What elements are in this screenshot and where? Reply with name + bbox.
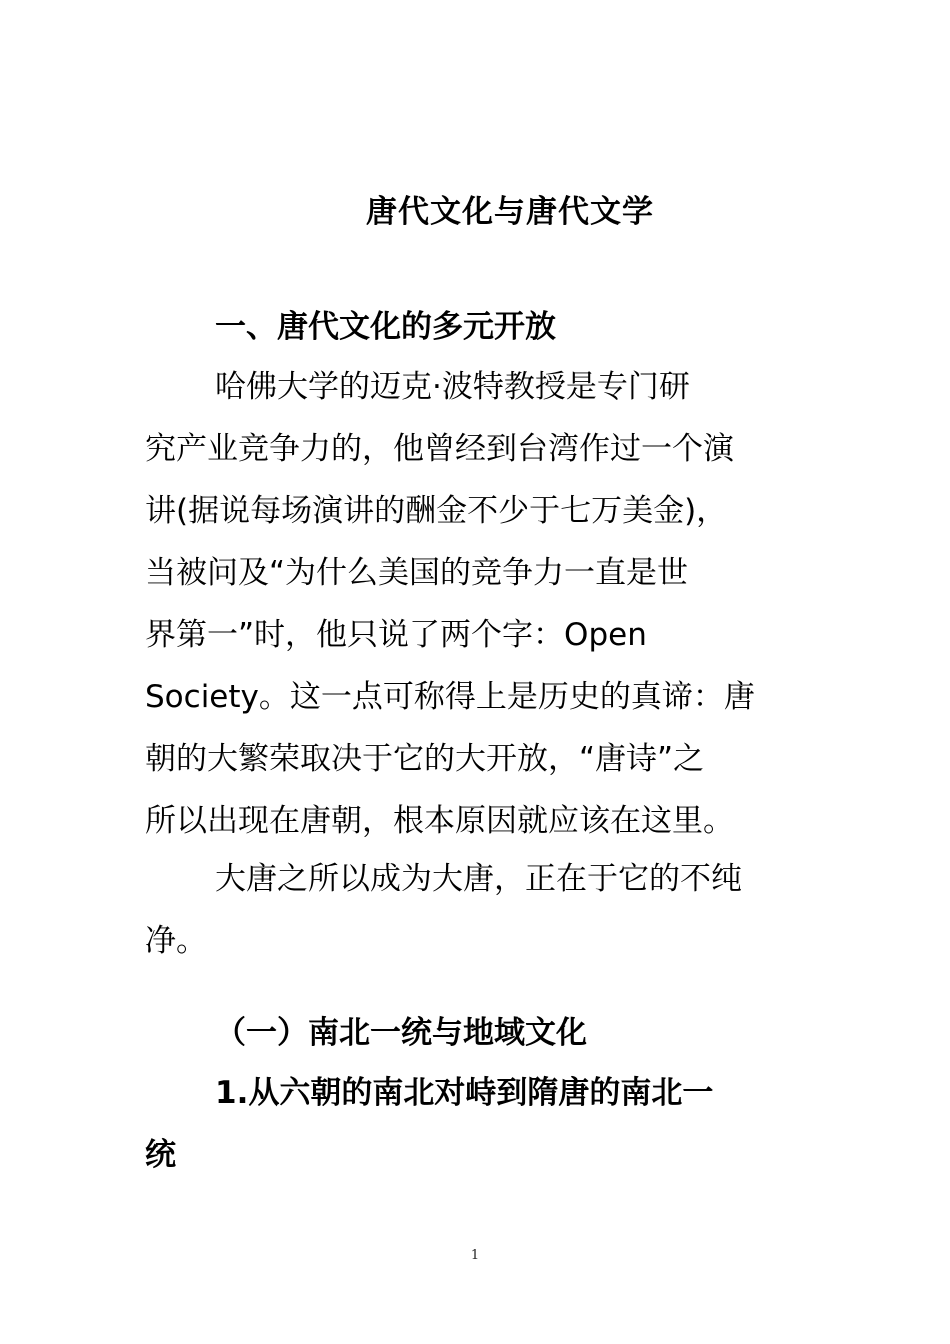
paragraph-line: 哈佛大学的迈克·波特教授是专门研 — [215, 369, 690, 405]
subsection-heading: （一）南北一统与地域文化 — [215, 1015, 587, 1051]
paragraph-2 — [145, 848, 810, 972]
paragraph-line: 净。 — [145, 923, 207, 959]
heading-line: 统 — [145, 1137, 176, 1173]
paragraph-line: 讲(据说每场演讲的酬金不少于七万美金)， — [145, 493, 728, 529]
paragraph-line: Society。这一点可称得上是历史的真谛：唐 — [145, 679, 755, 715]
paragraph-1 — [145, 356, 810, 852]
subsubsection-heading — [145, 1062, 810, 1186]
paragraph-line: 界第一”时，他只说了两个字：Open — [145, 617, 647, 653]
paragraph-line: 大唐之所以成为大唐，正在于它的不纯 — [215, 861, 742, 897]
heading-line: 1.从六朝的南北对峙到隋唐的南北一 — [215, 1075, 714, 1111]
paragraph-line: 朝的大繁荣取决于它的大开放，“唐诗”之 — [145, 741, 705, 777]
paragraph-line: 当被问及“为什么美国的竞争力一直是世 — [145, 555, 689, 591]
section-heading: 一、唐代文化的多元开放 — [215, 309, 556, 345]
page-number: 1 — [470, 1248, 480, 1263]
document-title: 唐代文化与唐代文学 — [366, 194, 654, 230]
paragraph-line: 所以出现在唐朝，根本原因就应该在这里。 — [145, 803, 734, 839]
paragraph-line: 究产业竞争力的，他曾经到台湾作过一个演 — [145, 431, 734, 467]
